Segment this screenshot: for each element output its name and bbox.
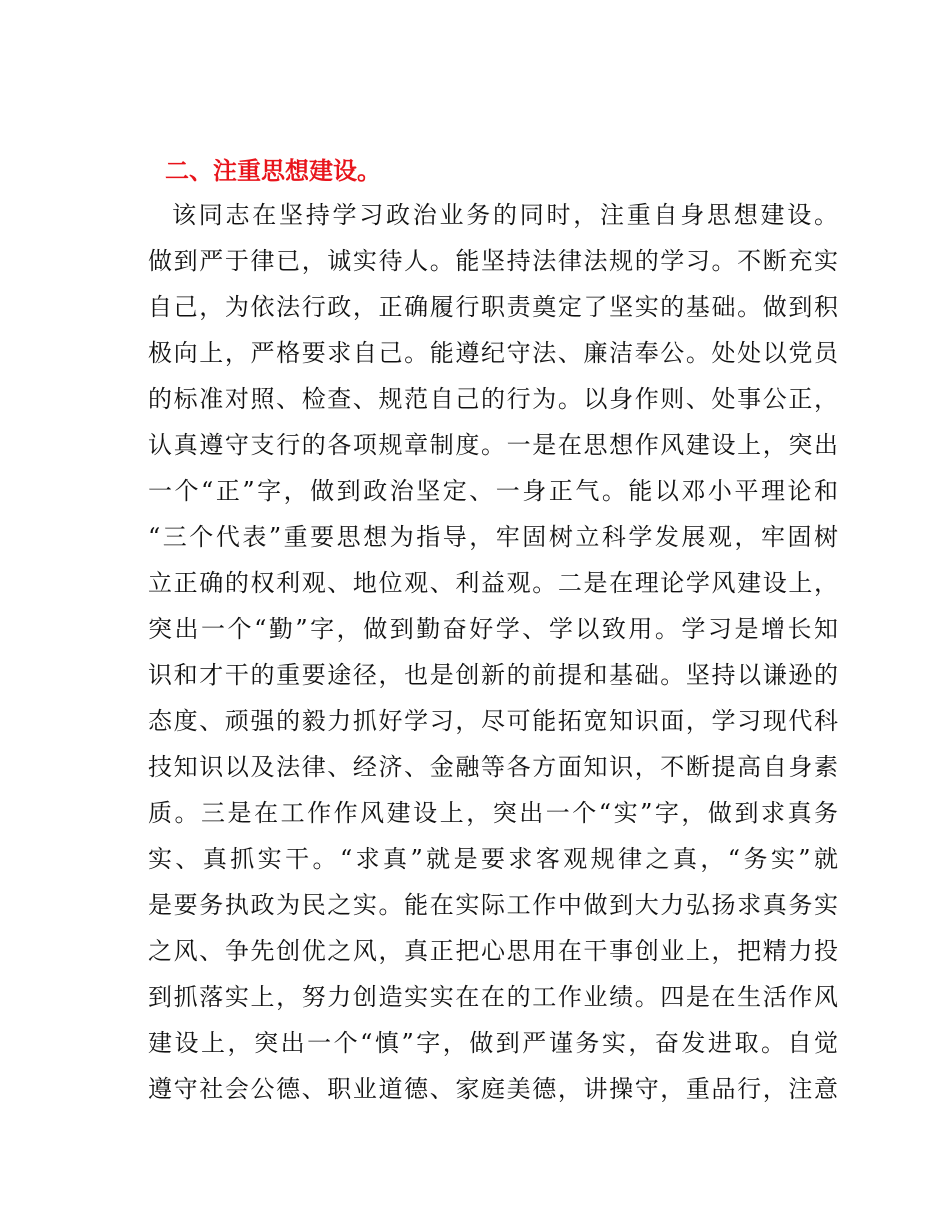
body-line: 遵守社会公德、职业道德、家庭美德，讲操守，重品行，注意 bbox=[148, 1075, 838, 1103]
body-line: 立正确的权利观、地位观、利益观。二是在理论学风建设上， bbox=[148, 569, 838, 597]
body-line: 该同志在坚持学习政治业务的同时，注重自身思想建设。 bbox=[172, 201, 838, 229]
body-line: 识和才干的重要途径，也是创新的前提和基础。坚持以谦逊的 bbox=[148, 661, 838, 689]
body-line: 到抓落实上，努力创造实实在在的工作业绩。四是在生活作风 bbox=[148, 983, 838, 1011]
body-line: 一个“正”字，做到政治坚定、一身正气。能以邓小平理论和 bbox=[148, 477, 838, 505]
body-line: 认真遵守支行的各项规章制度。一是在思想作风建设上，突出 bbox=[148, 431, 838, 459]
body-line: 做到严于律已，诚实待人。能坚持法律法规的学习。不断充实 bbox=[148, 247, 838, 275]
body-line: 的标准对照、检查、规范自己的行为。以身作则、处事公正， bbox=[148, 385, 838, 413]
body-line: 极向上，严格要求自己。能遵纪守法、廉洁奉公。处处以党员 bbox=[148, 339, 838, 367]
body-line: 建设上，突出一个“慎”字，做到严谨务实，奋发进取。自觉 bbox=[148, 1029, 838, 1057]
body-line: 是要务执政为民之实。能在实际工作中做到大力弘扬求真务实 bbox=[148, 891, 838, 919]
body-line: 实、真抓实干。“求真”就是要求客观规律之真，“务实”就 bbox=[148, 845, 838, 873]
body-line: “三个代表”重要思想为指导，牢固树立科学发展观，牢固树 bbox=[148, 523, 838, 551]
section-body bbox=[148, 192, 838, 1112]
body-line: 技知识以及法律、经济、金融等各方面知识，不断提高自身素 bbox=[148, 753, 838, 781]
section-heading: 二、注重思想建设。 bbox=[165, 157, 381, 185]
body-line: 自己，为依法行政，正确履行职责奠定了坚实的基础。做到积 bbox=[148, 293, 838, 321]
body-line: 突出一个“勤”字，做到勤奋好学、学以致用。学习是增长知 bbox=[148, 615, 838, 643]
body-line: 态度、顽强的毅力抓好学习，尽可能拓宽知识面，学习现代科 bbox=[148, 707, 838, 735]
body-line: 之风、争先创优之风，真正把心思用在干事创业上，把精力投 bbox=[148, 937, 838, 965]
body-line: 质。三是在工作作风建设上，突出一个“实”字，做到求真务 bbox=[148, 799, 838, 827]
